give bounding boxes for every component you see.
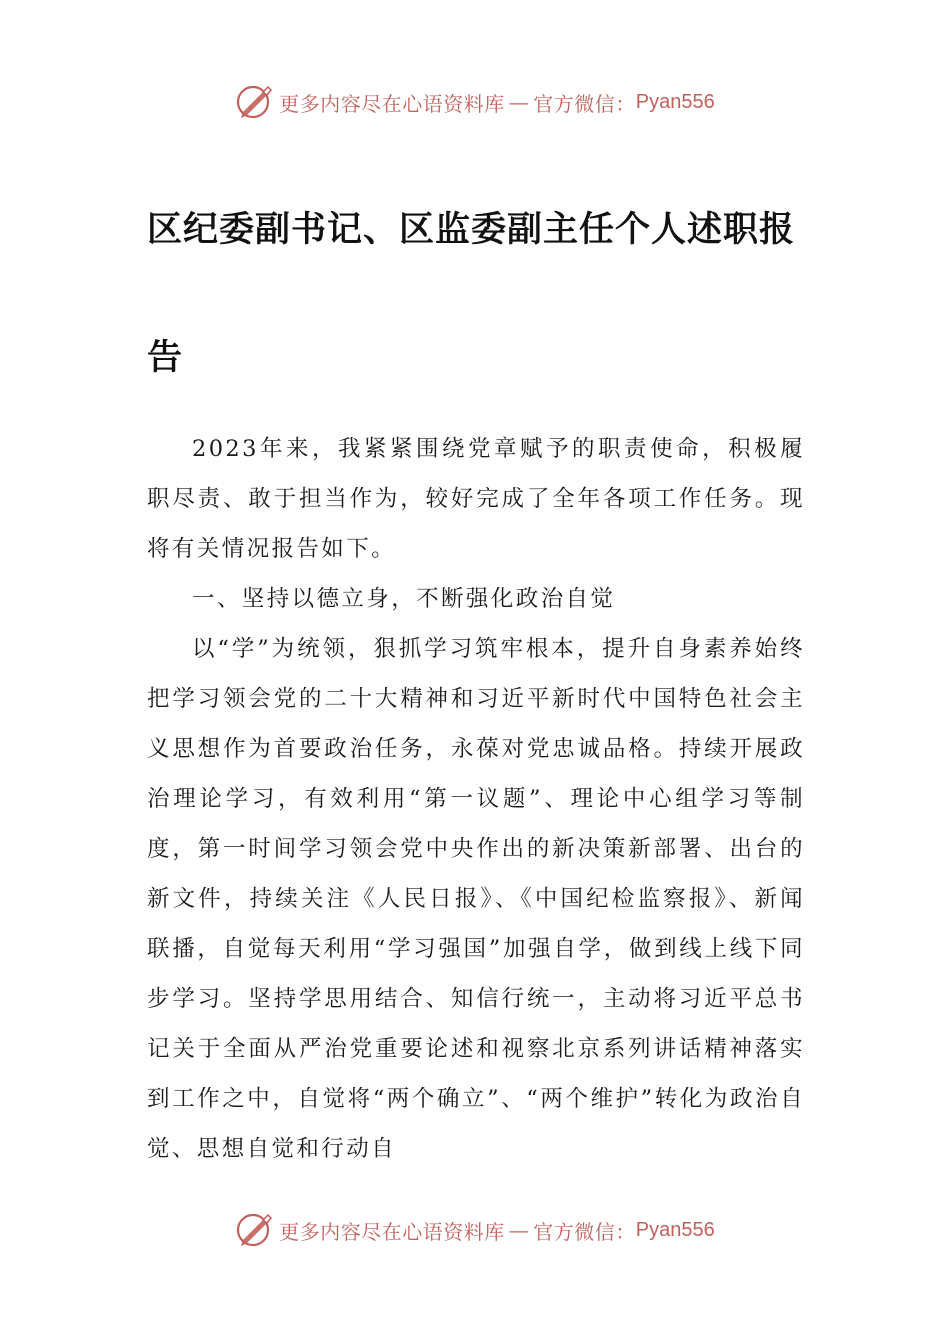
header-watermark (0, 80, 950, 124)
section-heading-1: 一、坚持以德立身，不断强化政治自觉 (192, 586, 616, 612)
watermark-official-label: 官方微信： (533, 91, 636, 116)
pen-logo-icon (235, 82, 275, 122)
document-body (147, 424, 805, 1174)
body-paragraph: 以“学”为统领，狠抓学习筑牢根本，提升自身素养始终把学习领会党的二十大精神和习近平新时代中国特色社会主义思想作为首要政治任务，永葆对党忠诚品格。持续开展政治理论学习，有效利用“第一议题”、理论中心组学习等制度，第一时间学习领会党中央作出的新决策新部署、出台的新文件，持续关注《人民日报》、《中国纪检监察报》、新闻联播，自觉每天利用“学习强国”加强自学，做到线上线下同步学习。坚持学思用结合、知信行统一，主动将习近平总书记关于全面从严治党重要论述和视察北京系列讲话精神落实到工作之中，自觉将“两个确立”、“两个维护”转化为政治自觉、思想自觉和行动自 (147, 636, 805, 1162)
footer-watermark (0, 1208, 950, 1252)
watermark-wechat-id: Pyan556 (635, 90, 715, 113)
document-title: 区纪委副书记、区监委副主任个人述职报告 (147, 209, 796, 378)
intro-paragraph: 2023年来，我紧紧围绕党章赋予的职责使命，积极履职尽责、敢于担当作为，较好完成了全年各项工作任务。现将有关情况报告如下。 (147, 436, 805, 562)
watermark-text: 更多内容尽在心语资料库 (279, 1219, 505, 1244)
watermark-official-label: 官方微信： (533, 1219, 636, 1244)
watermark-separator: — (508, 1218, 530, 1242)
watermark-text: 更多内容尽在心语资料库 (279, 91, 505, 116)
watermark-wechat-id: Pyan556 (635, 1218, 715, 1241)
pen-logo-icon (235, 1210, 275, 1250)
watermark-separator: — (508, 90, 530, 114)
